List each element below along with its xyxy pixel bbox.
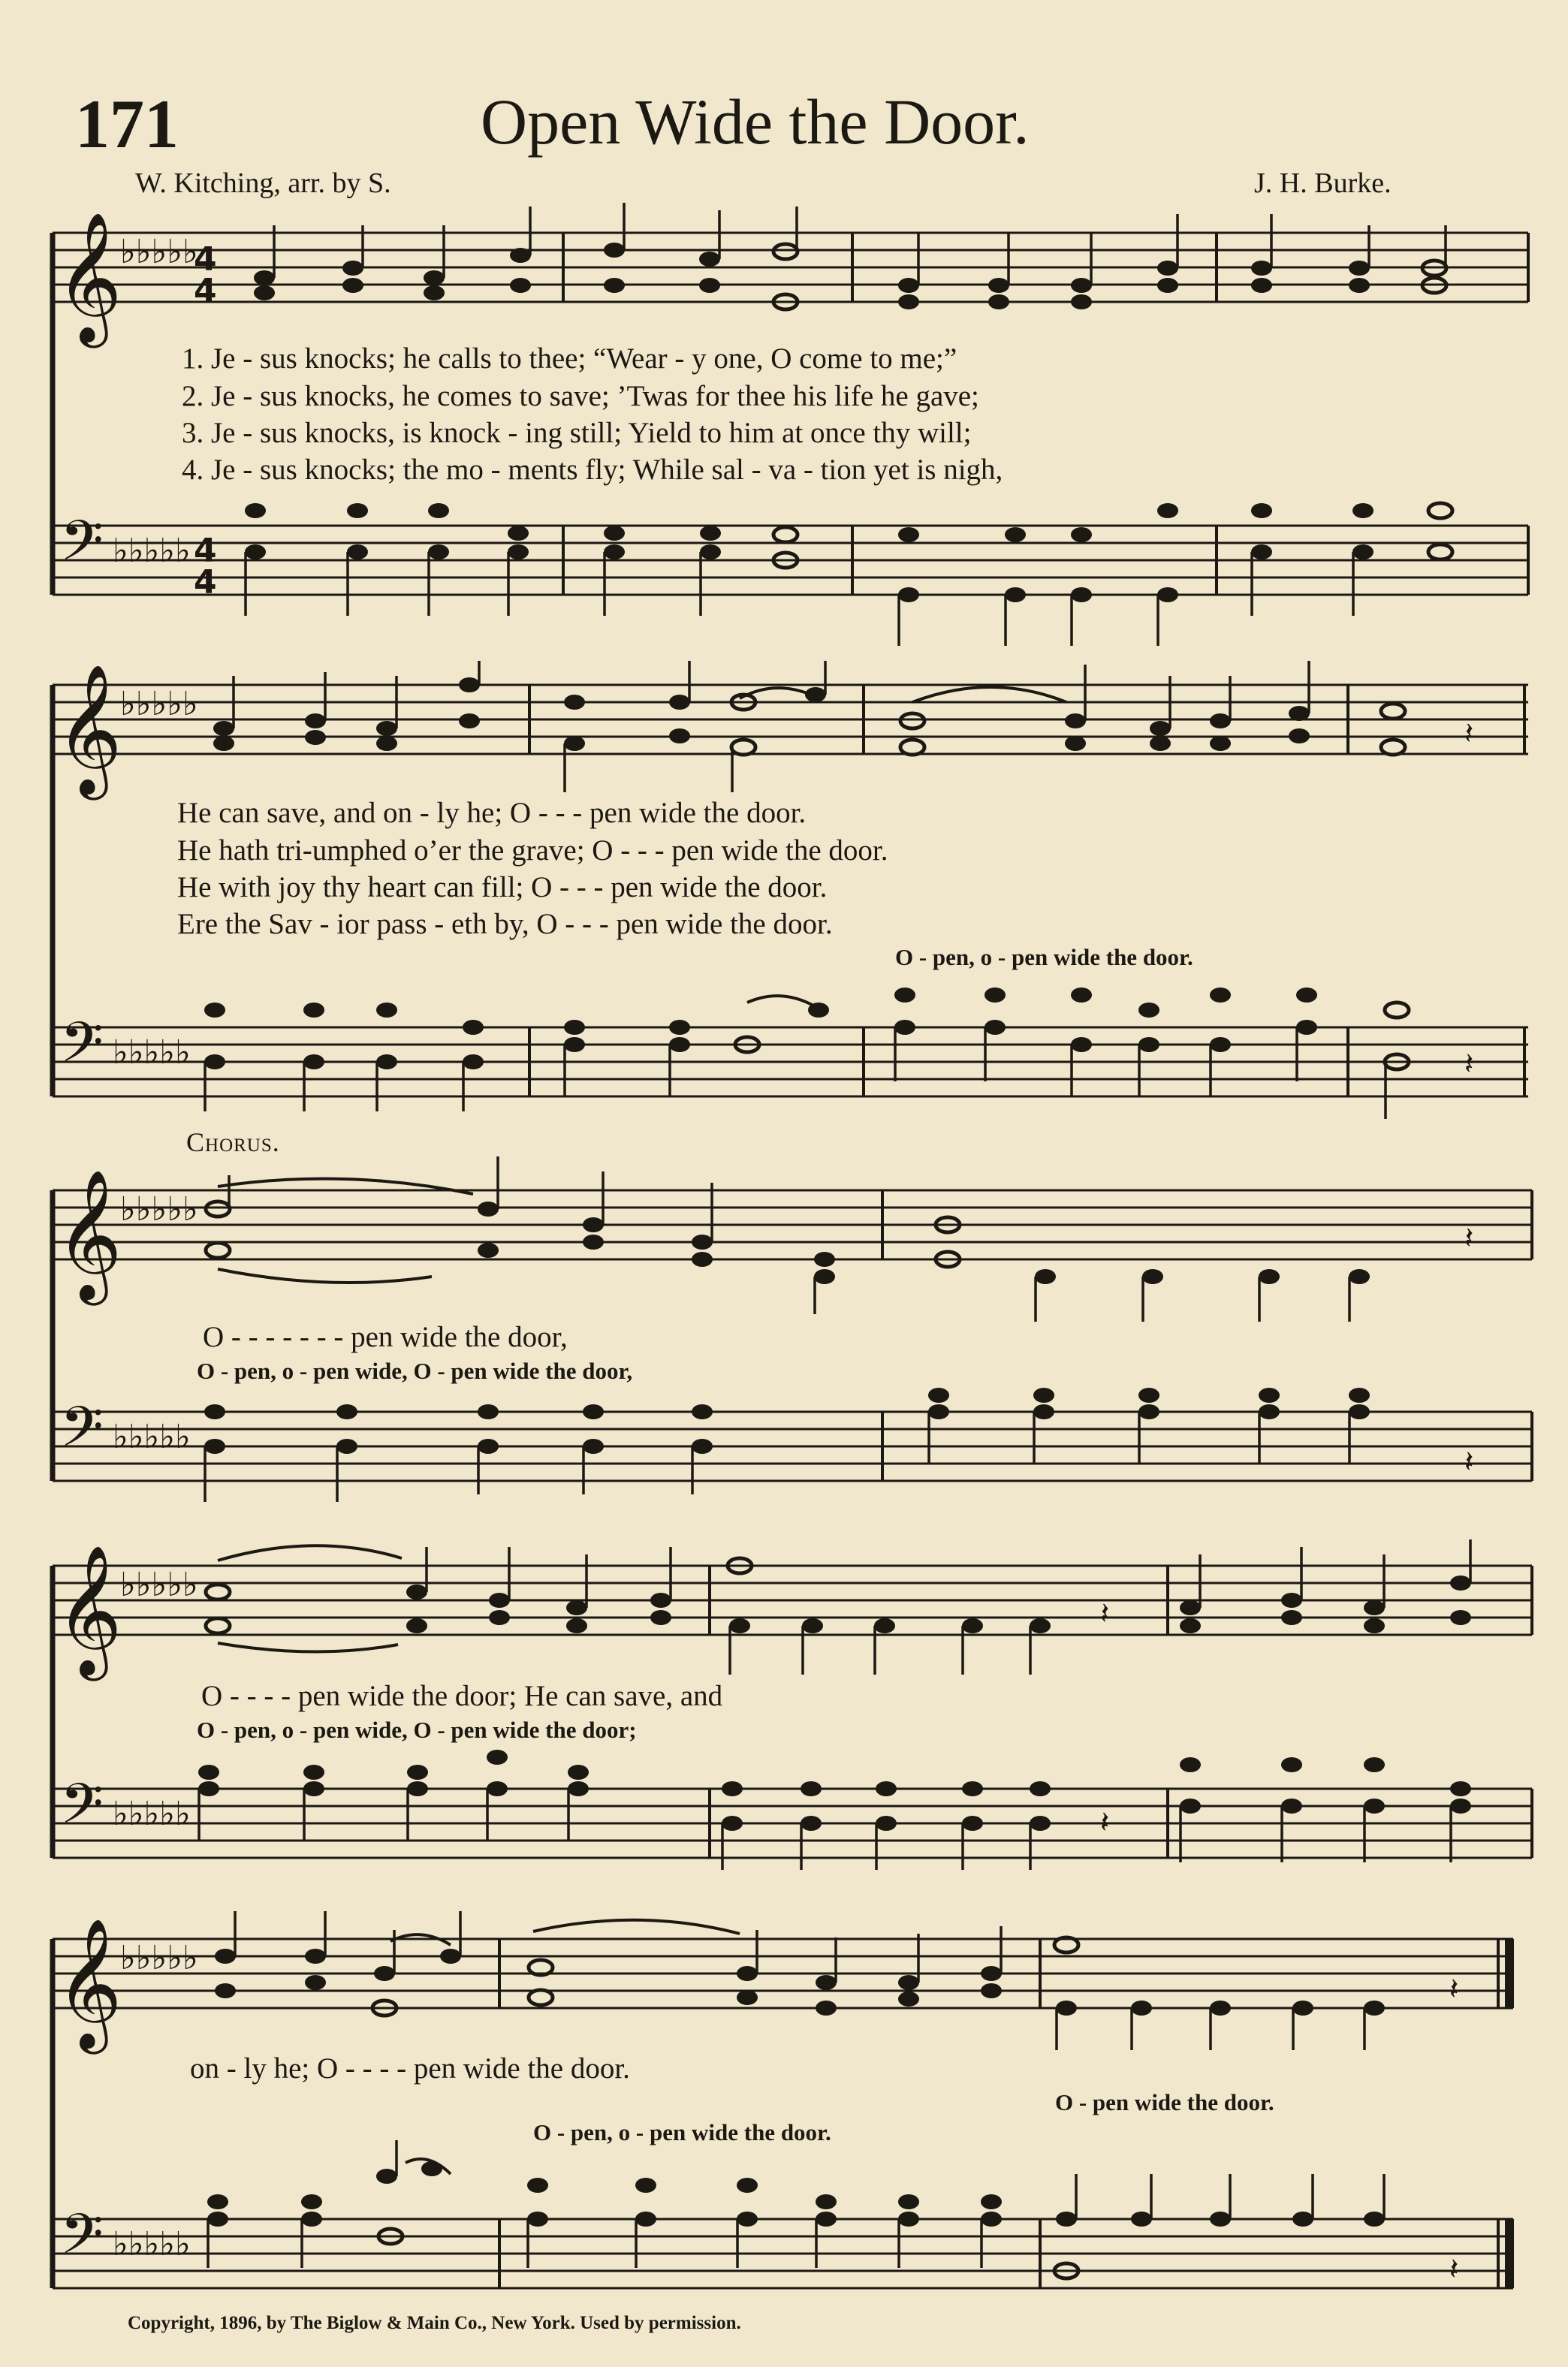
bass-notes bbox=[204, 1388, 1473, 1502]
flat-icon: ♭♭♭♭♭ bbox=[120, 1190, 198, 1229]
rest-icon: 𝄽 bbox=[1449, 2252, 1459, 2287]
verse-3-line-2: He with joy thy heart can fill; O - - - pen wide the door. bbox=[177, 871, 828, 903]
verse-4-line-1: 4. Je - sus knocks; the mo - ments fly; While sal - va - tion yet is nigh, bbox=[182, 454, 1003, 486]
flat-icon: ♭♭♭♭♭ bbox=[120, 1566, 198, 1604]
treble-notes bbox=[215, 1911, 1458, 2050]
bass-clef-icon: 𝄢 bbox=[60, 2202, 104, 2281]
bass-echo-system-4: O - pen, o - pen wide, O - pen wide the door; bbox=[197, 1717, 637, 1743]
rest-icon: 𝄽 bbox=[1100, 1805, 1110, 1840]
bass-clef-icon: 𝄢 bbox=[60, 1395, 104, 1473]
verse-2-line-1: 2. Je - sus knocks, he comes to save; ’Twas for thee his life he gave; bbox=[182, 380, 979, 412]
treble-clef-icon: 𝄞 bbox=[56, 1918, 122, 2049]
bass-echo-system-2: O - pen, o - pen wide the door. bbox=[895, 944, 1193, 970]
music-credit: J. H. Burke. bbox=[1254, 167, 1392, 199]
rest-icon: 𝄽 bbox=[1464, 1445, 1474, 1479]
verse-3-line-1: 3. Je - sus knocks, is knock - ing still; Yield to him at once thy will; bbox=[182, 417, 972, 449]
flat-icon: ♭♭♭♭♭ bbox=[120, 1939, 198, 1977]
bass-clef-icon: 𝄢 bbox=[60, 508, 104, 587]
flat-icon: ♭♭♭♭♭ bbox=[113, 1418, 191, 1456]
system-5 bbox=[53, 1911, 1513, 2288]
bass-notes bbox=[207, 2140, 1458, 2287]
treble-notes bbox=[213, 661, 1473, 792]
rest-icon: 𝄽 bbox=[1464, 716, 1474, 751]
time-sig-bottom-bass: 4 bbox=[194, 563, 217, 602]
bass-echo-system-5a: O - pen wide the door. bbox=[1055, 2089, 1274, 2115]
treble-clef-icon: 𝄞 bbox=[56, 212, 122, 342]
chorus-line-2: O - - - - pen wide the door; He can save, and bbox=[201, 1680, 723, 1712]
bass-notes bbox=[198, 1750, 1471, 1870]
rest-icon: 𝄽 bbox=[1449, 1972, 1459, 2007]
bass-notes bbox=[204, 988, 1473, 1119]
treble-clef-icon: 𝄞 bbox=[56, 1169, 122, 1300]
chorus-line-1: O - - - - - - - pen wide the door, bbox=[203, 1321, 568, 1353]
time-sig-top: 4 bbox=[194, 240, 217, 279]
bass-echo-system-5b: O - pen, o - pen wide the door. bbox=[533, 2119, 831, 2145]
time-sig-bottom: 4 bbox=[194, 272, 217, 310]
rest-icon: 𝄽 bbox=[1100, 1597, 1110, 1631]
treble-notes bbox=[206, 1156, 1473, 1322]
flat-icon: ♭♭♭♭♭ bbox=[113, 2225, 191, 2263]
chorus-label: Chorus. bbox=[186, 1127, 280, 1157]
hymn-title: Open Wide the Door. bbox=[481, 86, 1030, 158]
words-credit: W. Kitching, arr. by S. bbox=[135, 167, 391, 199]
rest-icon: 𝄽 bbox=[1464, 1047, 1474, 1081]
treble-notes bbox=[254, 203, 1446, 309]
flat-icon: ♭♭♭♭♭ bbox=[113, 532, 191, 570]
flat-icon: ♭♭♭♭♭ bbox=[120, 233, 198, 271]
verse-1-line-2: He can save, and on - ly he; O - - - pen wide the door. bbox=[177, 797, 807, 829]
verse-4-line-2: Ere the Sav - ior pass - eth by, O - - - pen wide the door. bbox=[177, 908, 833, 940]
flat-icon: ♭♭♭♭♭ bbox=[113, 1795, 191, 1833]
bass-clef-icon: 𝄢 bbox=[60, 1010, 104, 1089]
chorus-line-3: on - ly he; O - - - - pen wide the door. bbox=[190, 2052, 630, 2085]
verse-2-line-2: He hath tri-umphed o’er the grave; O - - - pen wide the door. bbox=[177, 834, 888, 867]
treble-clef-icon: 𝄞 bbox=[56, 1545, 122, 1675]
rest-icon: 𝄽 bbox=[1464, 1221, 1474, 1256]
treble-clef-icon: 𝄞 bbox=[56, 664, 122, 795]
flat-icon: ♭♭♭♭♭ bbox=[113, 1033, 191, 1072]
hymn-number: 171 bbox=[75, 86, 179, 162]
bass-clef-icon: 𝄢 bbox=[60, 1771, 104, 1850]
verse-1-line-1: 1. Je - sus knocks; he calls to thee; “Wear - y one, O come to me;” bbox=[182, 342, 957, 375]
time-sig-top-bass: 4 bbox=[194, 532, 217, 570]
treble-notes bbox=[206, 1539, 1471, 1675]
copyright-notice: Copyright, 1896, by The Biglow & Main Co., New York. Used by permission. bbox=[128, 2313, 741, 2333]
flat-icon: ♭♭♭♭♭ bbox=[120, 685, 198, 723]
bass-echo-system-3: O - pen, o - pen wide, O - pen wide the door, bbox=[197, 1358, 633, 1384]
